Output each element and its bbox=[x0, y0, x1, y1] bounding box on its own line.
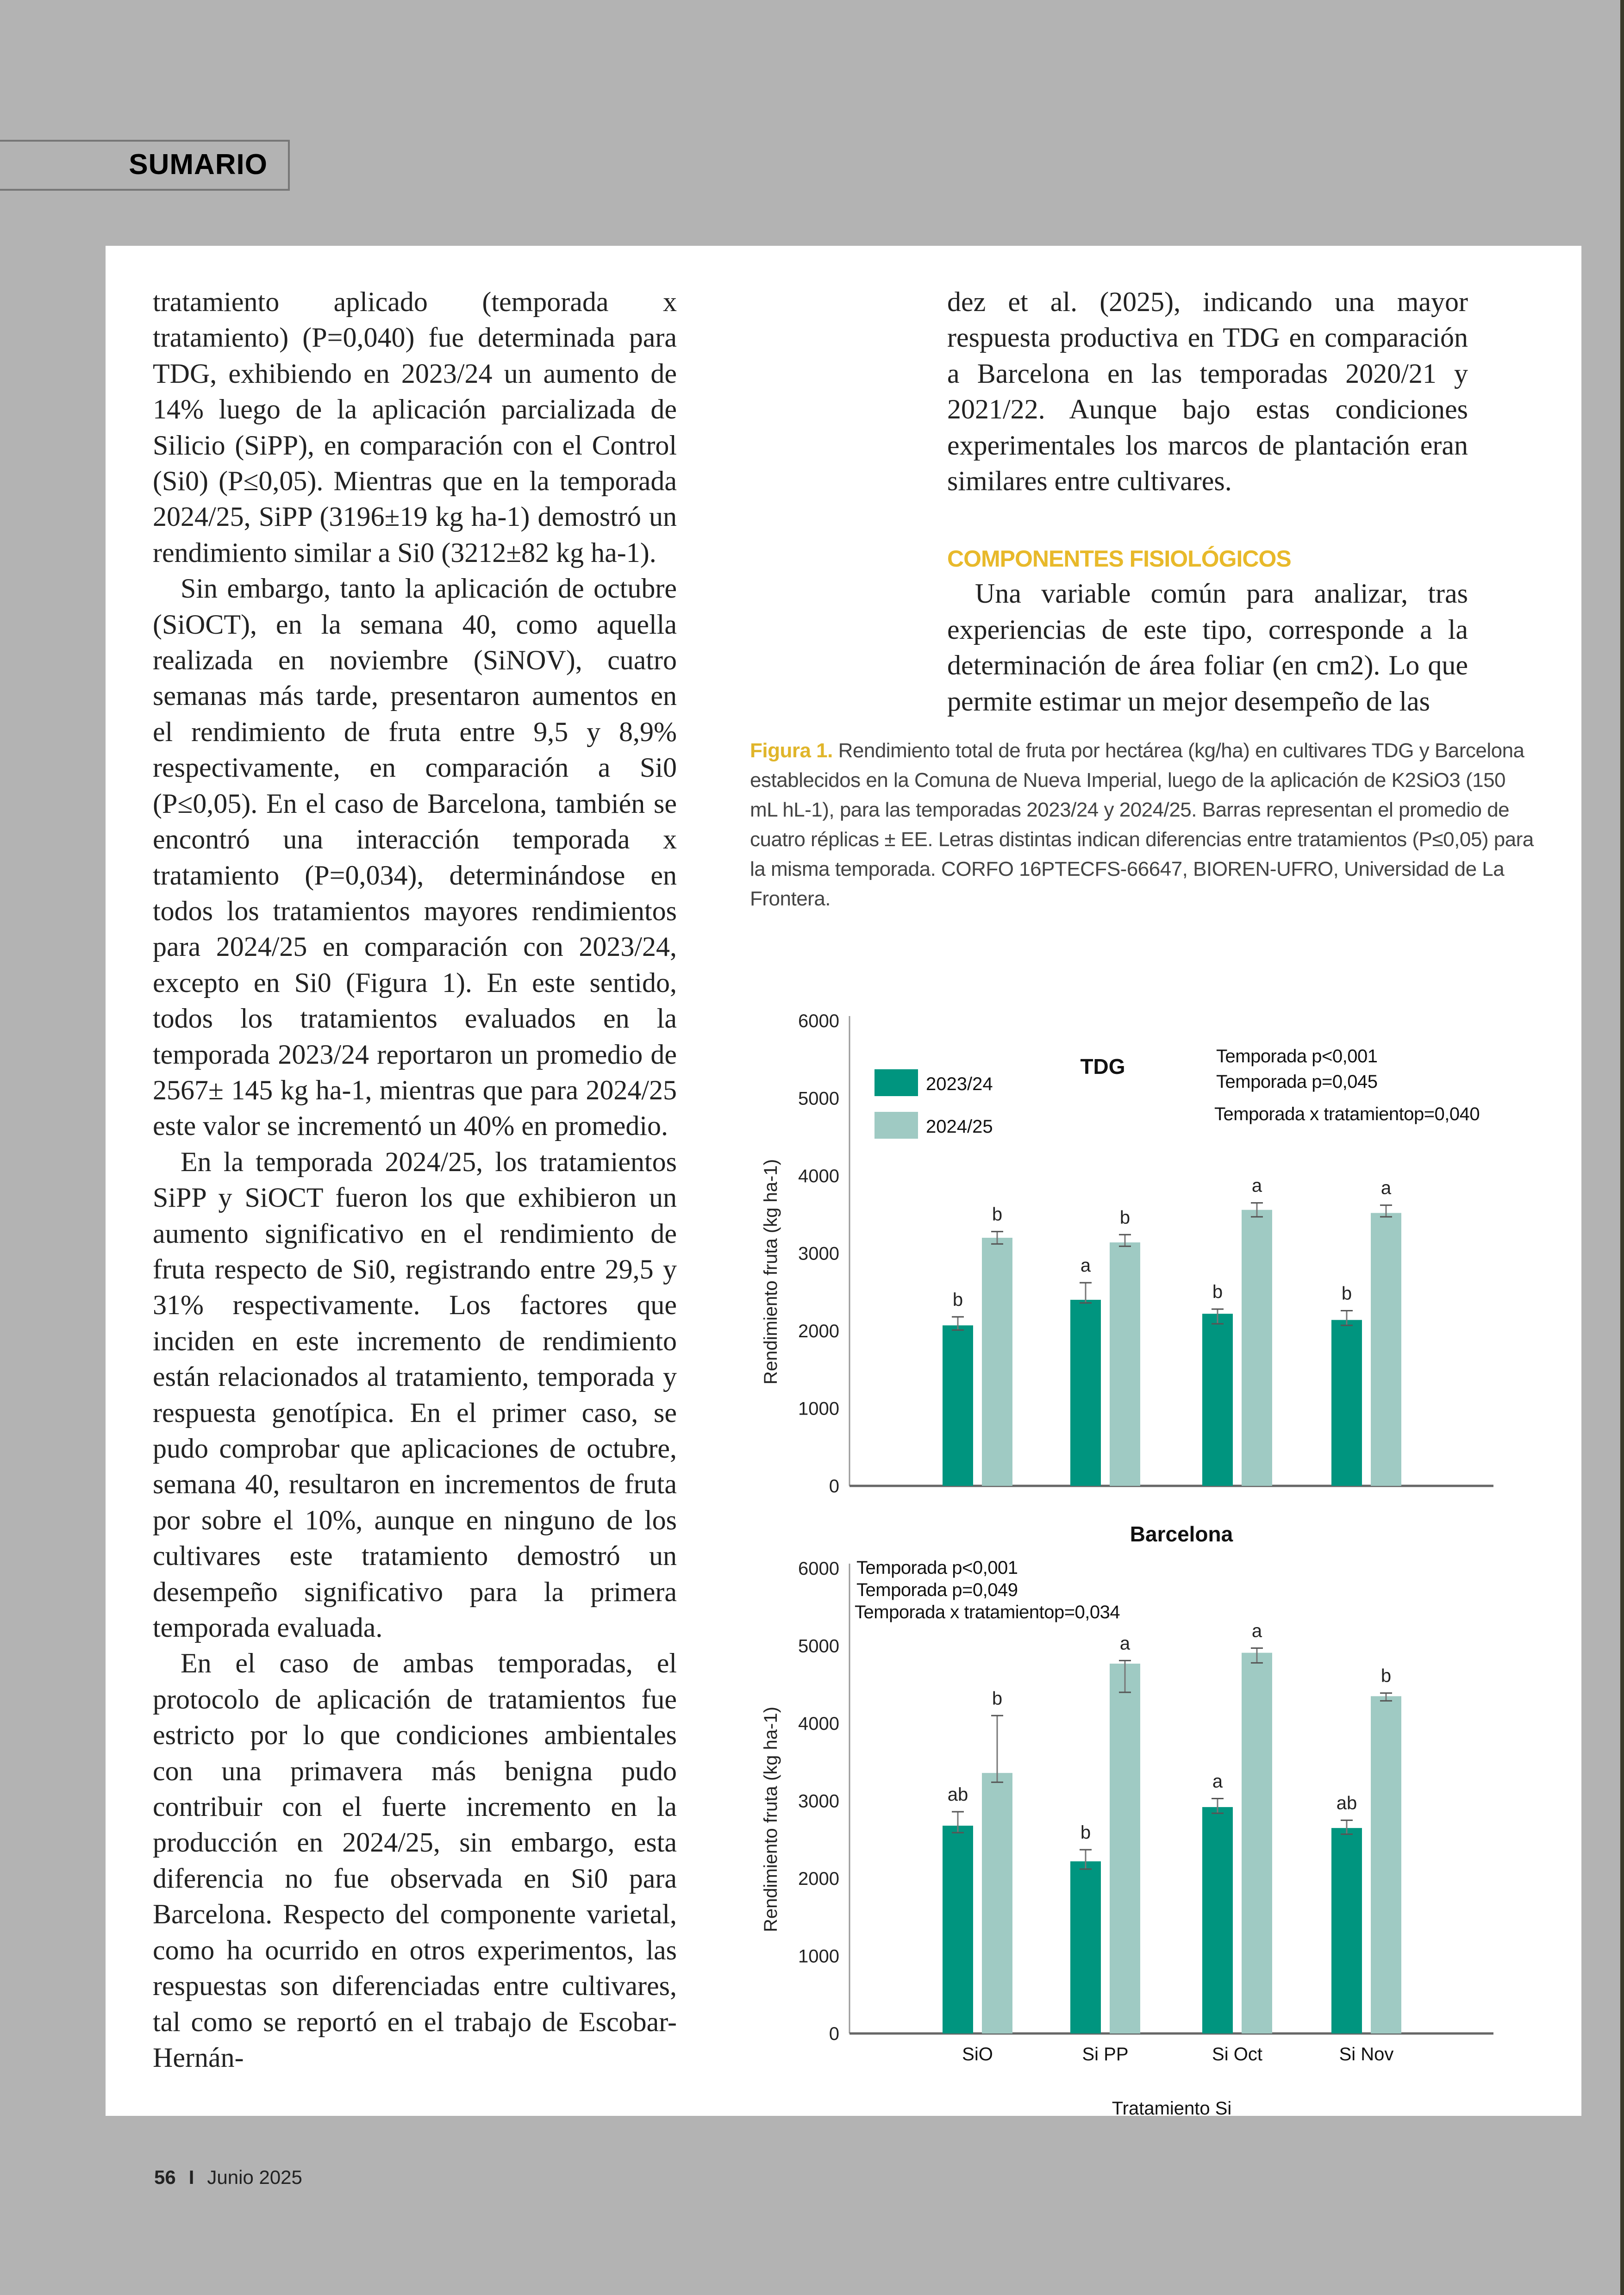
y-tick-label: 2000 bbox=[798, 1869, 839, 1889]
y-tick-label: 6000 bbox=[798, 1011, 839, 1031]
section-label: SUMARIO bbox=[129, 149, 268, 181]
bar bbox=[1371, 1213, 1401, 1486]
bar bbox=[943, 1826, 973, 2033]
issue-date: Junio 2025 bbox=[207, 2166, 302, 2188]
x-axis-label: Tratamiento Si bbox=[1112, 2098, 1232, 2119]
y-tick-label: 4000 bbox=[798, 1166, 839, 1186]
legend-label: 2023/24 bbox=[926, 1074, 993, 1094]
y-tick-label: 0 bbox=[829, 2024, 839, 2044]
figure-caption-text: Rendimiento total de fruta por hectárea (kg/ha) en cultivares TDG y Barcelona establecidos en la Comuna de Nueva Imperial, luego de la aplicación de K2SiO3 (150 mL hL-1), para las temporadas 2023/24 y 2024/25. Barras representan el promedio de cuatro réplicas ± EE. Letras distintas indican diferencias entre tratamientos (P≤0,05) para la misma temporada. CORFO 16PTECFS-66647, BIOREN-UFRO, Universidad de La Frontera. bbox=[750, 739, 1534, 910]
significance-letter: b bbox=[952, 1289, 963, 1310]
left-column bbox=[153, 284, 677, 2076]
bar bbox=[982, 1773, 1012, 2033]
bar bbox=[1331, 1320, 1362, 1486]
y-tick-label: 3000 bbox=[798, 1791, 839, 1812]
significance-letter: a bbox=[1212, 1771, 1223, 1792]
paragraph: Una variable común para analizar, tras experiencias de este tipo, corresponde a la determinación de área foliar (en cm2). Lo que permite estimar un mejor desempeño de las bbox=[947, 578, 1468, 717]
figure-label: Figura 1. bbox=[750, 739, 833, 762]
y-tick-label: 4000 bbox=[798, 1714, 839, 1734]
x-tick-label: SiO bbox=[962, 2044, 993, 2064]
stats-annotation: Temporada x tratamientop=0,040 bbox=[1214, 1104, 1480, 1124]
chart-title: Barcelona bbox=[1130, 1522, 1233, 1546]
y-tick-label: 5000 bbox=[798, 1088, 839, 1109]
y-axis-label: Rendimiento fruta (kg ha-1) bbox=[761, 1159, 781, 1384]
stats-annotation: Temporada p<0,001 bbox=[856, 1558, 1018, 1578]
significance-letter: b bbox=[1080, 1822, 1091, 1843]
significance-letter: a bbox=[1080, 1255, 1091, 1276]
footer-separator: I bbox=[188, 2166, 194, 2188]
chart-title: TDG bbox=[1080, 1054, 1125, 1079]
bar bbox=[1202, 1314, 1233, 1486]
legend-swatch bbox=[874, 1112, 918, 1139]
significance-letter: b bbox=[1341, 1283, 1352, 1304]
significance-letter: b bbox=[1119, 1207, 1131, 1228]
bar bbox=[943, 1325, 973, 1486]
legend-label: 2024/25 bbox=[926, 1116, 993, 1137]
figure-caption bbox=[750, 736, 1537, 914]
x-tick-label: Si PP bbox=[1082, 2044, 1129, 2064]
significance-letter: a bbox=[1380, 1178, 1392, 1198]
bar bbox=[1110, 1664, 1140, 2033]
y-tick-label: 5000 bbox=[798, 1636, 839, 1657]
significance-letter: b bbox=[992, 1204, 1003, 1225]
page-number: 56 bbox=[154, 2166, 176, 2188]
stats-annotation: Temporada x tratamientop=0,034 bbox=[855, 1602, 1120, 1622]
y-tick-label: 6000 bbox=[798, 1559, 839, 1579]
paragraph: En la temporada 2024/25, los tratamientos SiPP y SiOCT fueron los que exhibieron un aumento significativo en el rendimiento de fruta respecto de Si0, registrando entre 29,5 y 31% respectivamente. Los factores que inciden en este incremento de rendimiento están relacionados al tratamiento, temporada y respuesta genotípica. En el primer caso, se pudo comprobar que aplicaciones de octubre, semana 40, resultaron en incrementos de fruta por sobre el 10%, aunque en ninguno de los cultivares este tratamiento demostró un desempeño significativo para la primera temporada evaluada. bbox=[153, 1146, 677, 1643]
bar bbox=[1070, 1861, 1101, 2033]
bar bbox=[1070, 1300, 1101, 1486]
stats-annotation: Temporada p=0,049 bbox=[856, 1580, 1018, 1600]
significance-letter: ab bbox=[1336, 1793, 1357, 1814]
bar bbox=[1331, 1828, 1362, 2033]
paragraph: En el caso de ambas temporadas, el protocolo de aplicación de tratamientos fue estricto por lo que condiciones ambientales con una primavera más benigna pudo contribuir con el fuerte incremento en la producción en 2024/25, sin embargo, esta diferencia no fue observada en Si0 para Barcelona. Respecto del componente varietal, como ha ocurrido en otros experimentos, las respuestas son diferenciadas entre cultivares, tal como se reportó en el trabajo de Escobar-Hernán- bbox=[153, 1648, 677, 2073]
right-column bbox=[947, 284, 1468, 719]
legend-swatch bbox=[874, 1069, 918, 1096]
significance-letter: b bbox=[992, 1688, 1003, 1709]
y-tick-label: 3000 bbox=[798, 1243, 839, 1264]
paragraph: tratamiento aplicado (temporada x tratamiento) (P=0,040) fue determinada para TDG, exhibiendo en 2023/24 un aumento de 14% luego de la aplicación parcializada de Silicio (SiPP), en comparación con el Control (Si0) (P≤0,05). Mientras que en la temporada 2024/25, SiPP (3196±19 kg ha-1) demostró un rendimiento similar a Si0 (3212±82 kg ha-1). bbox=[153, 287, 677, 568]
bar bbox=[1242, 1653, 1272, 2033]
section-tab[interactable] bbox=[0, 140, 290, 191]
page-edge bbox=[1620, 0, 1624, 2295]
bar bbox=[1202, 1807, 1233, 2033]
significance-letter: b bbox=[1212, 1282, 1223, 1303]
bar bbox=[1110, 1242, 1140, 1486]
section-heading: COMPONENTES FISIOLÓGICOS bbox=[947, 546, 1291, 572]
stats-annotation: Temporada p<0,001 bbox=[1216, 1046, 1378, 1066]
page-footer bbox=[154, 2166, 302, 2189]
figure-charts bbox=[741, 995, 1528, 2129]
bar bbox=[982, 1238, 1012, 1486]
significance-letter: ab bbox=[947, 1784, 968, 1805]
x-tick-label: Si Nov bbox=[1339, 2044, 1394, 2064]
y-tick-label: 2000 bbox=[798, 1321, 839, 1341]
bar bbox=[1371, 1696, 1401, 2033]
significance-letter: b bbox=[1380, 1665, 1392, 1686]
bar bbox=[1242, 1210, 1272, 1486]
paragraph: dez et al. (2025), indicando una mayor respuesta productiva en TDG en comparación a Barcelona en las temporadas 2020/21 y 2021/22. Aunque bajo estas condiciones experimentales los marcos de plantación eran similares entre cultivares. bbox=[947, 287, 1468, 497]
significance-letter: a bbox=[1119, 1633, 1131, 1654]
stats-annotation: Temporada p=0,045 bbox=[1216, 1072, 1378, 1092]
y-tick-label: 0 bbox=[829, 1476, 839, 1497]
x-tick-label: Si Oct bbox=[1212, 2044, 1262, 2064]
y-tick-label: 1000 bbox=[798, 1398, 839, 1419]
y-tick-label: 1000 bbox=[798, 1946, 839, 1967]
paragraph: Sin embargo, tanto la aplicación de octubre (SiOCT), en la semana 40, como aquella realizada en noviembre (SiNOV), cuatro semanas más tarde, presentaron aumentos en el rendimiento de fruta entre 9,5 y 8,9% respectivamente, en comparación a Si0 (P≤0,05). En el caso de Barcelona, también se encontró una interacción temporada x tratamiento (P=0,034), determinándose en todos los tratamientos mayores rendimientos para 2024/25 en comparación con 2023/24, excepto en Si0 (Figura 1). En este sentido, todos los tratamientos evaluados en la temporada 2023/24 reportaron un promedio de 2567± 145 kg ha-1, mientras que para 2024/25 este valor se incrementó un 40% en promedio. bbox=[153, 573, 677, 1141]
y-axis-label: Rendimiento fruta (kg ha-1) bbox=[761, 1707, 781, 1932]
significance-letter: a bbox=[1251, 1175, 1262, 1196]
significance-letter: a bbox=[1251, 1621, 1262, 1641]
